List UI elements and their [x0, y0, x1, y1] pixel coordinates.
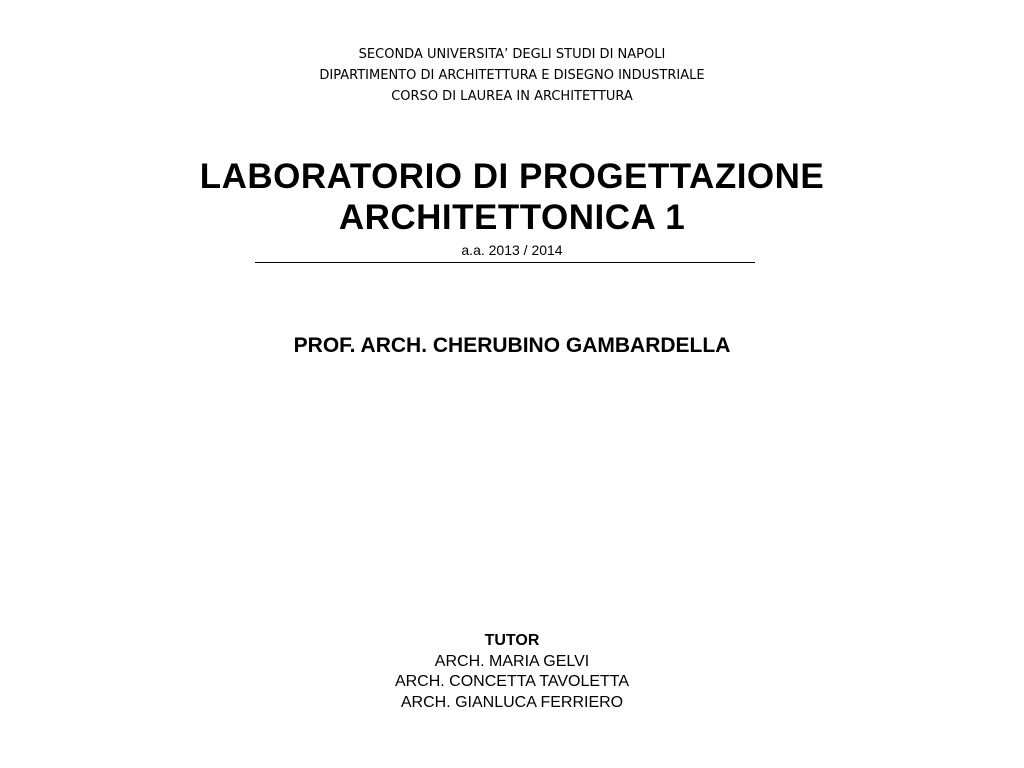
course-name: CORSO DI LAUREA IN ARCHITETTURA: [391, 89, 633, 104]
title-line-2: ARCHITETTONICA 1: [338, 198, 686, 237]
tutor-list: [0, 631, 1024, 713]
title-divider: [255, 262, 755, 263]
professor-name: PROF. ARCH. CHERUBINO GAMBARDELLA: [293, 334, 731, 357]
title-line-1: LABORATORIO DI PROGETTAZIONE: [199, 157, 825, 196]
department-name: DIPARTIMENTO DI ARCHITETTURA E DISEGNO INDUSTRIALE: [319, 68, 705, 83]
institution-header: [0, 44, 1024, 107]
tutor-name: ARCH. MARIA GELVI: [434, 652, 590, 670]
document-title: [0, 156, 1024, 238]
university-name: SECONDA UNIVERSITA’ DEGLI STUDI DI NAPOLI: [358, 47, 666, 62]
academic-year: a.a. 2013 / 2014: [461, 242, 563, 258]
tutor-name: ARCH. GIANLUCA FERRIERO: [400, 693, 624, 711]
tutor-name: ARCH. CONCETTA TAVOLETTA: [394, 673, 630, 690]
tutor-heading: TUTOR: [484, 632, 540, 649]
